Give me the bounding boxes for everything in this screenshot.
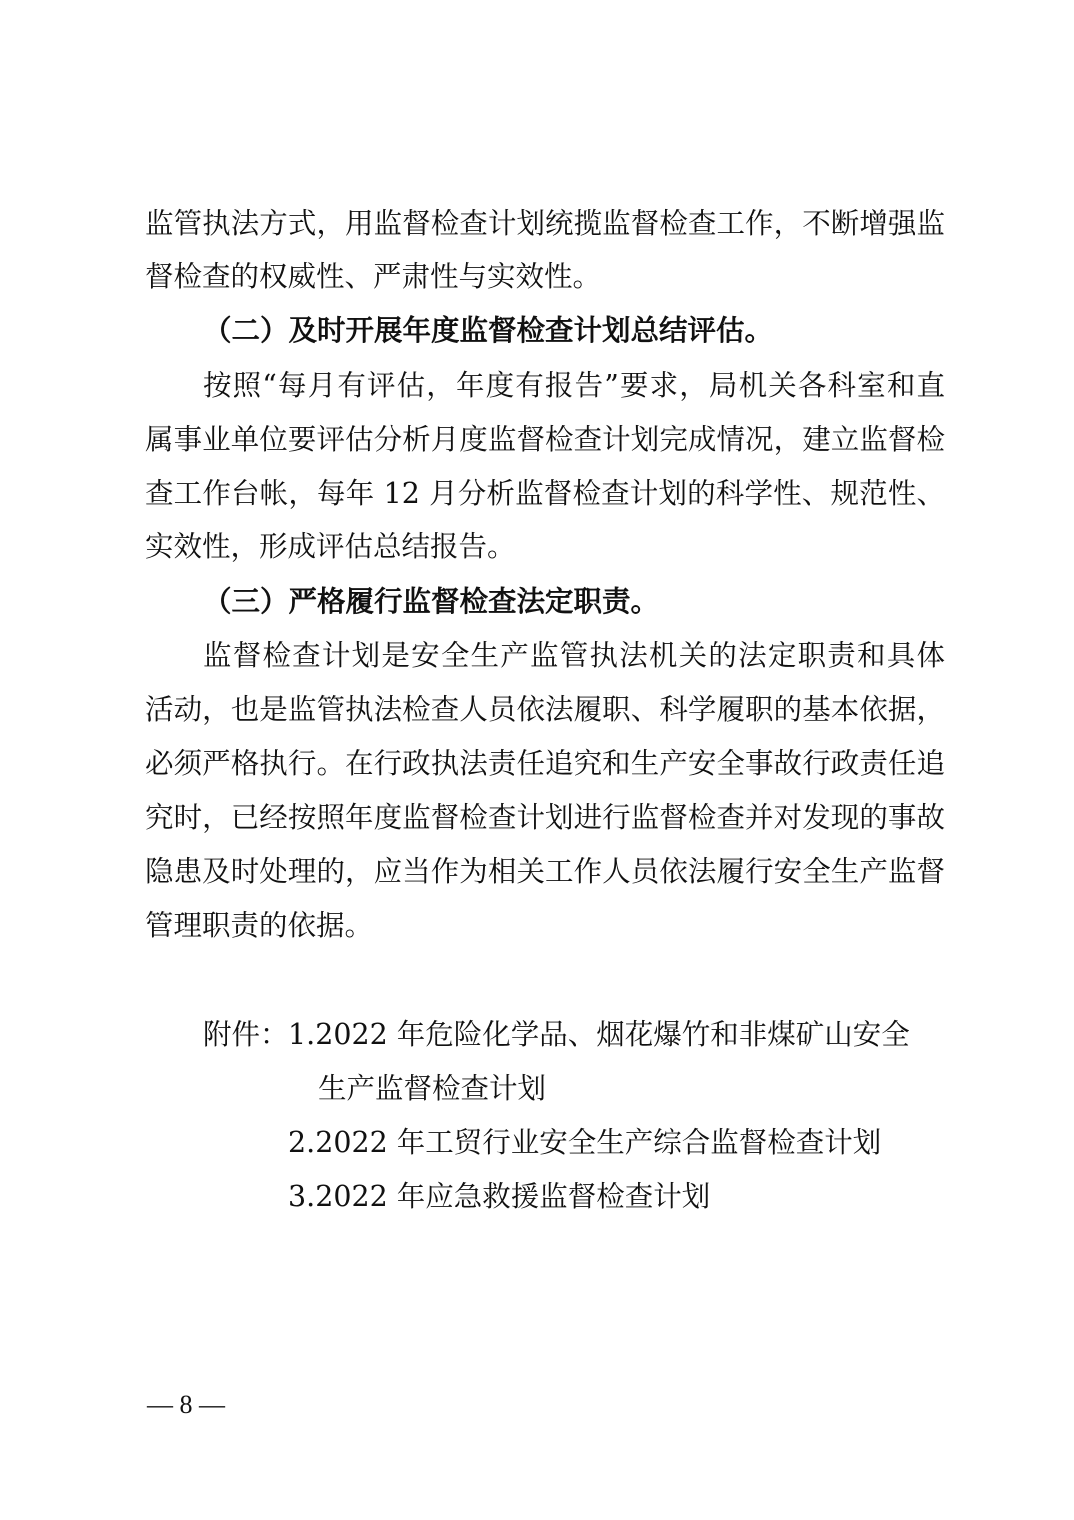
paragraph-1-line-1: 监管执法方式，用监督检查计划统揽监督检查工作，不断增强监 xyxy=(145,207,945,240)
paragraph-3-line-5: 隐患及时处理的，应当作为相关工作人员依法履行安全生产监督 xyxy=(145,855,945,888)
section-heading-2: （二）及时开展年度监督检查计划总结评估。 xyxy=(203,314,774,347)
paragraph-1-line-2: 督检查的权威性、严肃性与实效性。 xyxy=(145,260,602,293)
attachment-1-line-1: 1.2022 年危险化学品、烟花爆竹和非煤矿山安全 xyxy=(288,1018,910,1051)
section-heading-3: （三）严格履行监督检查法定职责。 xyxy=(203,585,660,618)
paragraph-2-line-3: 查工作台帐，每年 12 月分析监督检查计划的科学性、规范性、 xyxy=(145,477,945,510)
paragraph-3-line-6: 管理职责的依据。 xyxy=(145,909,374,942)
paragraph-2-line-4: 实效性，形成评估总结报告。 xyxy=(145,530,516,563)
paragraph-3-line-2: 活动，也是监管执法检查人员依法履职、科学履职的基本依据， xyxy=(145,693,945,726)
page-number: — 8 — xyxy=(147,1390,225,1419)
attachment-3: 3.2022 年应急救援监督检查计划 xyxy=(288,1180,711,1213)
paragraph-2-line-1: 按照“每月有评估，年度有报告”要求，局机关各科室和直 xyxy=(203,369,945,402)
attachment-2: 2.2022 年工贸行业安全生产综合监督检查计划 xyxy=(288,1126,882,1159)
paragraph-3-line-4: 究时，已经按照年度监督检查计划进行监督检查并对发现的事故 xyxy=(145,801,945,834)
attachments-label: 附件： xyxy=(203,1018,289,1051)
attachment-1-line-2: 生产监督检查计划 xyxy=(318,1072,547,1105)
paragraph-2-line-2: 属事业单位要评估分析月度监督检查计划完成情况，建立监督检 xyxy=(145,423,945,456)
paragraph-3-line-1: 监督检查计划是安全生产监管执法机关的法定职责和具体 xyxy=(203,639,945,672)
paragraph-3-line-3: 必须严格执行。在行政执法责任追究和生产安全事故行政责任追 xyxy=(145,747,945,780)
